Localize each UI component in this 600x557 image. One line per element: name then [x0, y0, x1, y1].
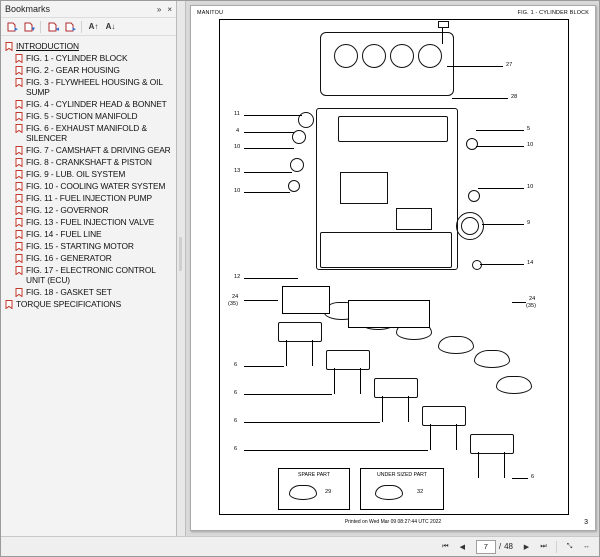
close-panel-icon[interactable]: ×: [167, 4, 172, 14]
bookmarks-sidebar: [1, 1, 177, 536]
page-indicator: [476, 540, 513, 554]
page-number-printed: 3: [584, 519, 588, 526]
bookmark-icon: [15, 288, 23, 297]
callout-6-a: 6: [234, 362, 238, 368]
bookmarks-toolbar: [1, 17, 176, 36]
page-navigation-bar: [1, 536, 599, 556]
leader-line-24-35-right: [512, 302, 526, 303]
spare-part-box: [278, 468, 350, 510]
bookmark-item-fig-12[interactable]: [3, 204, 174, 216]
bookmark-label: FIG. 12 - GOVERNOR: [26, 205, 109, 215]
cap-bolt-3b: [408, 396, 409, 422]
cap-bolt-4a: [430, 424, 431, 450]
previous-page-button[interactable]: ◀: [459, 543, 466, 551]
leader-line-6c: [244, 422, 380, 423]
arrow-left-icon: ◂: [55, 25, 59, 33]
seal-ring-c: [290, 158, 304, 172]
main-bearing-cap-5: [470, 434, 514, 454]
callout-6-d: 6: [234, 446, 238, 452]
bore-3: [390, 44, 414, 68]
callout-10-a: 10: [234, 144, 241, 150]
callout-12: 12: [234, 274, 241, 280]
bookmark-label: FIG. 10 - COOLING WATER SYSTEM: [26, 181, 166, 191]
expand-all-bookmarks-button[interactable]: [4, 20, 19, 34]
main-bearing-lower-1: [438, 336, 474, 354]
bookmark-label: FIG. 14 - FUEL LINE: [26, 229, 102, 239]
page-separator: /: [498, 542, 502, 551]
next-bookmark-button[interactable]: [62, 20, 77, 34]
spare-part-title: SPARE PART: [298, 472, 330, 478]
bookmark-item-fig-14[interactable]: [3, 228, 174, 240]
bookmark-label: TORQUE SPECIFICATIONS: [16, 299, 122, 309]
bookmark-item-fig-4[interactable]: [3, 98, 174, 110]
leader-line-10a: [244, 148, 294, 149]
next-page-button[interactable]: ▶: [523, 543, 530, 551]
leader-line-5: [476, 130, 524, 131]
leader-line-9: [482, 224, 524, 225]
block-port: [396, 208, 432, 230]
toolbar-divider: [40, 21, 41, 33]
main-bearing-cap-4: [422, 406, 466, 426]
toolbar-divider: [81, 21, 82, 33]
fit-page-button[interactable]: ⤡: [566, 542, 573, 550]
seal-ring-e: [466, 138, 478, 150]
bookmark-item-fig-15[interactable]: [3, 240, 174, 252]
bookmark-icon: [15, 254, 23, 263]
bookmark-icon: [15, 230, 23, 239]
bookmarks-title: Bookmarks: [5, 4, 51, 14]
callout-10-d: 10: [527, 184, 534, 190]
cap-bolt-5a: [478, 452, 479, 478]
cap-bolt-1a: [286, 340, 287, 366]
navbar-divider: [556, 541, 557, 553]
bookmark-label: FIG. 4 - CYLINDER HEAD & BONNET: [26, 99, 167, 109]
bookmark-label: FIG. 6 - EXHAUST MANIFOLD & SILENCER: [26, 123, 147, 143]
chevron-right-icon: ▸: [14, 25, 18, 33]
callout-10-b: 10: [234, 188, 241, 194]
bookmark-item-fig-9[interactable]: [3, 168, 174, 180]
bookmark-label: FIG. 7 - CAMSHAFT & DRIVING GEAR: [26, 145, 171, 155]
bookmark-item-fig-16[interactable]: [3, 252, 174, 264]
leader-line-12: [244, 278, 298, 279]
callout-6-b: 6: [234, 390, 238, 396]
bookmark-label: FIG. 2 - GEAR HOUSING: [26, 65, 120, 75]
callout-9: 9: [527, 220, 531, 226]
seal-ring-b: [292, 130, 306, 144]
callout-35-right: (35): [526, 303, 536, 309]
leader-line-11: [244, 115, 302, 116]
leader-line-6d: [244, 450, 428, 451]
bookmark-icon: [15, 206, 23, 215]
total-pages-label: 48: [504, 542, 513, 551]
callout-5: 5: [527, 126, 531, 132]
resize-grip-icon: [179, 237, 182, 271]
arrow-right-icon: ▸: [72, 25, 76, 33]
bookmark-item-torque-specifications[interactable]: [3, 298, 174, 310]
bookmark-icon: [15, 170, 23, 179]
leader-line-28: [452, 98, 508, 99]
last-page-button[interactable]: ⏭: [540, 542, 547, 550]
callout-6-c: 6: [234, 418, 238, 424]
current-page-input[interactable]: 7: [476, 540, 496, 554]
bookmark-item-fig-5[interactable]: [3, 110, 174, 122]
bookmark-label: FIG. 8 - CRANKSHAFT & PISTON: [26, 157, 152, 167]
bookmark-label: FIG. 13 - FUEL INJECTION VALVE: [26, 217, 155, 227]
undersized-part-number: 32: [417, 489, 424, 495]
main-bearing-lower-2: [474, 350, 510, 368]
block-window: [340, 172, 388, 204]
bookmark-item-fig-11[interactable]: [3, 192, 174, 204]
page-header-right: FIG. 1 - CYLINDER BLOCK: [517, 10, 589, 16]
bookmark-item-fig-18[interactable]: [3, 286, 174, 298]
callout-10-c: 10: [527, 142, 534, 148]
leader-line-24-35: [244, 300, 278, 301]
bookmark-icon: [15, 66, 23, 75]
callout-13: 13: [234, 168, 241, 174]
bookmark-icon: [15, 112, 23, 121]
callout-35-left: (35): [228, 301, 238, 307]
fit-width-button[interactable]: ↔: [583, 543, 590, 550]
chevron-down-icon: ▾: [31, 25, 35, 33]
collapse-all-bookmarks-button[interactable]: [21, 20, 36, 34]
callout-11: 11: [234, 111, 240, 117]
leader-line-14: [480, 264, 524, 265]
bookmark-item-fig-8[interactable]: [3, 156, 174, 168]
page-header-left: MANITOU: [197, 10, 224, 16]
bolt-head: [438, 21, 449, 28]
seal-ring-d: [288, 180, 300, 192]
bookmark-label: FIG. 15 - STARTING MOTOR: [26, 241, 134, 251]
sort-ascending-button[interactable]: A↑: [88, 22, 99, 31]
panel-resize-handle[interactable]: [177, 1, 186, 536]
undersized-part-title: UNDER SIZED PART: [377, 472, 427, 478]
bookmark-item-fig-17[interactable]: [3, 264, 174, 286]
figure-frame: [219, 19, 569, 515]
bookmark-icon: [15, 194, 23, 203]
block-skirt: [320, 232, 452, 268]
bookmark-icon: [15, 158, 23, 167]
callout-14: 14: [527, 260, 534, 266]
bookmarks-tree: [1, 36, 176, 535]
sort-descending-button[interactable]: A↓: [105, 22, 116, 31]
bookmark-label: FIG. 11 - FUEL INJECTION PUMP: [26, 193, 152, 203]
bearing-group-box-2: [348, 300, 430, 328]
bookmark-icon: [15, 124, 23, 133]
pdf-page: [190, 5, 596, 531]
leader-line-6e: [512, 478, 528, 479]
first-page-button[interactable]: ⏮: [442, 542, 449, 550]
bookmark-item-introduction[interactable]: [3, 40, 174, 52]
main-bearing-cap-3: [374, 378, 418, 398]
leader-line-10d: [478, 188, 524, 189]
bookmark-icon: [15, 78, 23, 87]
bookmark-icon: [15, 54, 23, 63]
bookmark-icon: [15, 100, 23, 109]
bookmark-label: INTRODUCTION: [16, 41, 80, 51]
bookmark-label: FIG. 18 - GASKET SET: [26, 287, 112, 297]
seal-ring-f: [468, 190, 480, 202]
callout-28: 28: [511, 94, 518, 100]
bearing-group-box-1: [282, 286, 330, 314]
print-timestamp: Printed on Wed Mar 09 08:27:44 UTC 2022: [344, 519, 442, 525]
page-header: [191, 10, 595, 16]
cap-bolt-3a: [382, 396, 383, 422]
bookmark-item-fig-2[interactable]: [3, 64, 174, 76]
bookmark-icon: [15, 182, 23, 191]
bore-4: [418, 44, 442, 68]
collapse-panel-icon[interactable]: »: [156, 4, 162, 14]
bookmark-item-fig-7[interactable]: [3, 144, 174, 156]
undersized-part-bearing-icon: [375, 485, 403, 500]
bookmarks-header: [1, 1, 176, 17]
cylinder-block-illustration: [220, 20, 568, 514]
leader-line-10b: [244, 192, 290, 193]
document-viewport[interactable]: [186, 1, 599, 536]
bookmark-label: FIG. 16 - GENERATOR: [26, 253, 112, 263]
bookmark-label: FIG. 17 - ELECTRONIC CONTROL UNIT (ECU): [26, 265, 156, 285]
leader-line-10c: [476, 146, 524, 147]
plug-ring: [472, 260, 482, 270]
spare-part-bearing-icon: [289, 485, 317, 500]
callout-24-left: 24: [232, 294, 239, 300]
bookmark-icon: [15, 242, 23, 251]
leader-line-4: [244, 132, 294, 133]
flange-ring-inner: [461, 217, 479, 235]
leader-line-6b: [244, 394, 332, 395]
bookmarks-header-controls: [157, 5, 172, 14]
cap-bolt-2a: [334, 368, 335, 394]
callout-6-e: 6: [531, 474, 535, 480]
bookmark-item-fig-3[interactable]: [3, 76, 174, 98]
bookmark-item-fig-6[interactable]: [3, 122, 174, 144]
bookmark-icon: [15, 146, 23, 155]
main-bearing-cap-1: [278, 322, 322, 342]
bookmark-label: FIG. 5 - SUCTION MANIFOLD: [26, 111, 138, 121]
callout-27: 27: [506, 62, 513, 68]
bookmark-label: FIG. 1 - CYLINDER BLOCK: [26, 53, 128, 63]
bookmark-icon: [15, 266, 23, 275]
callout-24-right: 24: [529, 296, 536, 302]
previous-bookmark-button[interactable]: [45, 20, 60, 34]
leader-line-6a: [244, 366, 284, 367]
bookmark-item-fig-13[interactable]: [3, 216, 174, 228]
leader-line-27: [447, 66, 503, 67]
cap-bolt-2b: [360, 368, 361, 394]
block-deck: [338, 116, 448, 142]
bookmark-label: FIG. 9 - LUB. OIL SYSTEM: [26, 169, 126, 179]
bookmark-icon: [5, 42, 13, 51]
cap-bolt-1b: [312, 340, 313, 366]
bookmark-icon: [15, 218, 23, 227]
bookmark-label: FIG. 3 - FLYWHEEL HOUSING & OIL SUMP: [26, 77, 163, 97]
page-footer: [191, 519, 595, 525]
main-bearing-lower-3: [496, 376, 532, 394]
bookmark-icon: [5, 300, 13, 309]
spare-part-number: 29: [325, 489, 332, 495]
bore-1: [334, 44, 358, 68]
callout-4: 4: [236, 128, 240, 134]
leader-line-13: [244, 172, 292, 173]
main-bearing-cap-2: [326, 350, 370, 370]
cap-bolt-5b: [504, 452, 505, 478]
cap-bolt-4b: [456, 424, 457, 450]
bookmark-item-fig-1[interactable]: [3, 52, 174, 64]
undersized-part-box: [360, 468, 444, 510]
bore-2: [362, 44, 386, 68]
bookmark-item-fig-10[interactable]: [3, 180, 174, 192]
